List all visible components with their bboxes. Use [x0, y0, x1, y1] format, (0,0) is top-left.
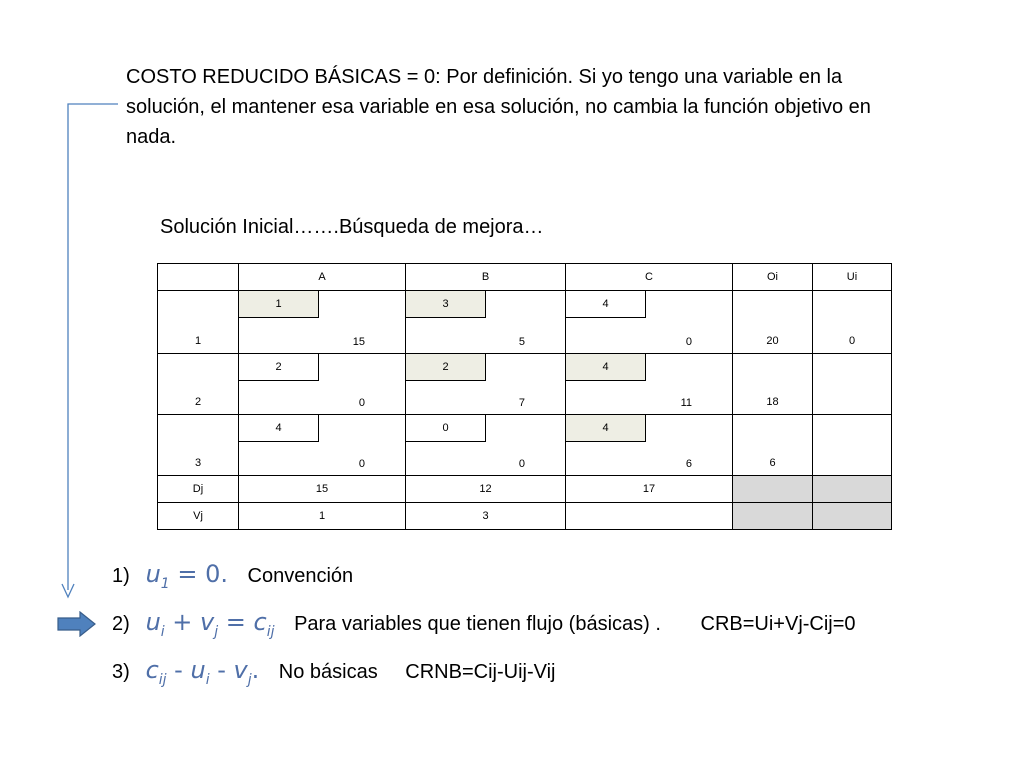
flow-value: 5: [518, 336, 525, 348]
rule-description: No básicas: [278, 661, 378, 683]
flow-value: 6: [685, 458, 692, 470]
table-cell: [239, 415, 406, 476]
vj-label: Vj: [158, 503, 239, 530]
ui-value: 0: [813, 291, 892, 354]
rule-3: [112, 656, 556, 694]
transport-table: [157, 263, 892, 530]
shaded-cell: [813, 476, 892, 503]
cost-box: 4: [239, 415, 319, 442]
cost-box: 0: [406, 415, 486, 442]
vj-value: 3: [406, 503, 566, 530]
rule-formula: $u_i + v_j = c_{ij}$: [145, 608, 275, 640]
table-cell: [566, 354, 733, 415]
header-cell: A: [239, 264, 406, 291]
table-row: [158, 291, 892, 354]
cost-box: 4: [566, 354, 646, 381]
right-arrow-icon: [57, 611, 97, 637]
ui-value: [813, 354, 892, 415]
shaded-cell: [813, 503, 892, 530]
table-cell: [566, 415, 733, 476]
table-cell: [406, 354, 566, 415]
rule-1: [112, 560, 353, 598]
dj-value: 12: [406, 476, 566, 503]
flow-value: 0: [685, 336, 692, 348]
dj-value: 15: [239, 476, 406, 503]
cost-box: 2: [406, 354, 486, 381]
vj-value: 1: [239, 503, 406, 530]
cost-box: 2: [239, 354, 319, 381]
shaded-cell: [733, 503, 813, 530]
row-label: 2: [158, 354, 239, 415]
cost-box: 4: [566, 415, 646, 442]
table-cell: [406, 415, 566, 476]
row-label: 1: [158, 291, 239, 354]
header-cell: C: [566, 264, 733, 291]
oi-value: 20: [733, 291, 813, 354]
dj-label: Dj: [158, 476, 239, 503]
flow-value: 0: [358, 458, 365, 470]
vj-value: [566, 503, 733, 530]
table-cell: [406, 291, 566, 354]
header-cell: [158, 264, 239, 291]
vj-row: [158, 503, 892, 530]
cost-box: 1: [239, 291, 319, 318]
flow-value: 7: [518, 397, 525, 409]
table-cell: [239, 354, 406, 415]
table-row: [158, 415, 892, 476]
cost-box: 3: [406, 291, 486, 318]
oi-value: 18: [733, 354, 813, 415]
dj-row: [158, 476, 892, 503]
flow-value: 11: [680, 397, 692, 409]
subtitle: Solución Inicial…….Búsqueda de mejora…: [160, 216, 544, 238]
bracket-arrow-icon: [0, 0, 140, 610]
table-cell: [239, 291, 406, 354]
rule-number: 3): [112, 661, 130, 683]
rule-formula: $u_1 = 0$.: [145, 560, 228, 592]
flow-value: 0: [518, 458, 525, 470]
ui-value: [813, 415, 892, 476]
header-cell: B: [406, 264, 566, 291]
table-cell: [566, 291, 733, 354]
header-cell: Ui: [813, 264, 892, 291]
header-row: [158, 264, 892, 291]
dj-value: 17: [566, 476, 733, 503]
header-cell: Oi: [733, 264, 813, 291]
cost-box: 4: [566, 291, 646, 318]
intro-text: COSTO REDUCIDO BÁSICAS = 0: Por definición. Si yo tengo una variable en la solución, el mantener esa variable en esa solución, no cambia la función objetivo en nada.: [126, 66, 871, 148]
rule-2: [112, 608, 856, 646]
rule-number: 1): [112, 565, 130, 587]
row-label: 3: [158, 415, 239, 476]
rule-description: Para variables que tienen flujo (básicas) .: [294, 613, 661, 635]
shaded-cell: [733, 476, 813, 503]
rule-formula: $c_{ij} - u_i - v_j$.: [145, 656, 260, 688]
rule-description: Convención: [247, 565, 354, 587]
rule-number: 2): [112, 613, 130, 635]
rule-extra: CRNB=Cij-Uij-Vij: [405, 661, 556, 683]
flow-value: 0: [358, 397, 365, 409]
rule-extra: CRB=Ui+Vj-Cij=0: [700, 613, 856, 635]
oi-value: 6: [733, 415, 813, 476]
flow-value: 15: [352, 336, 365, 348]
table-row: [158, 354, 892, 415]
